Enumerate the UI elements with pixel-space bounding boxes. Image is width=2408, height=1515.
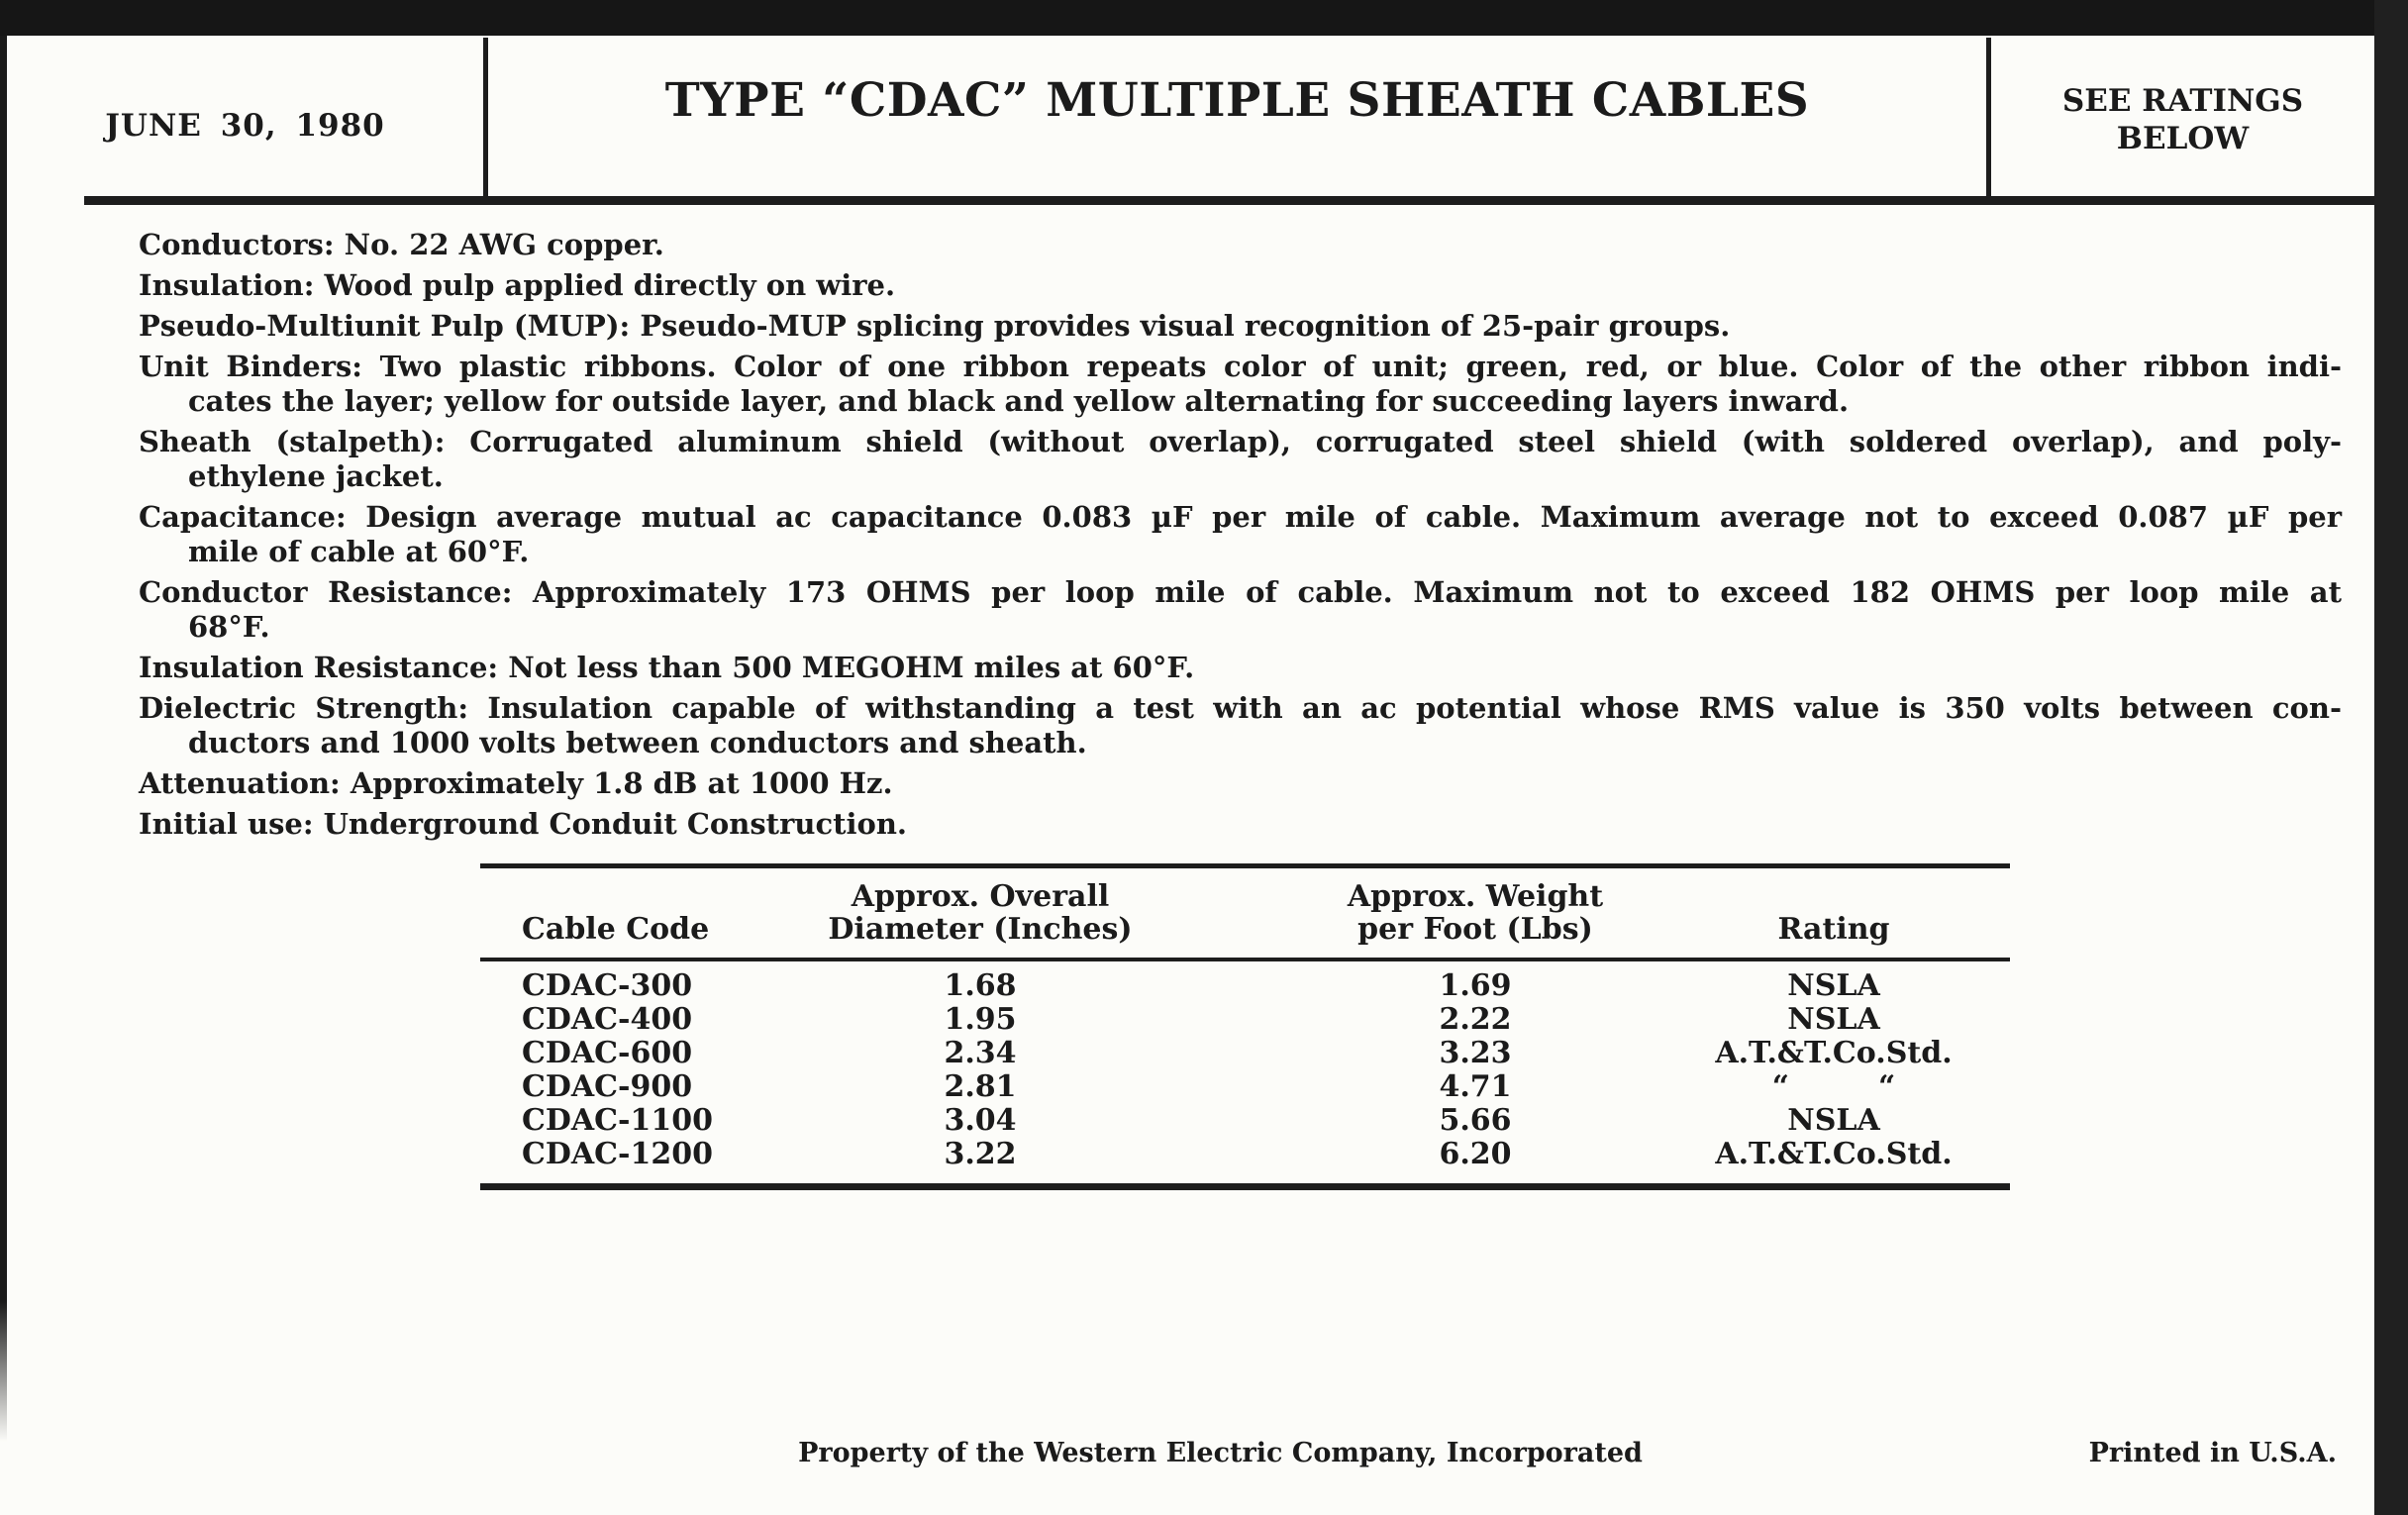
spec-line: Conductor Resistance: Approximately 173 OHMS per loop mile of cable. Maximum not to exceed 182 OHMS per loop mile at xyxy=(139,575,2342,609)
table-cell: 1.95 xyxy=(944,1002,1017,1037)
spec-line: Insulation Resistance: Not less than 500 MEGOHM miles at 60°F. xyxy=(139,651,1195,684)
table-cell: 6.20 xyxy=(1439,1137,1512,1171)
table-cell: 2.22 xyxy=(1439,1002,1512,1037)
table-cell: “ “ xyxy=(1771,1069,1896,1104)
table-row xyxy=(480,1003,2010,1037)
table-cell: A.T.&T.Co.Std. xyxy=(1715,1036,1953,1070)
scan-edge-left xyxy=(0,36,7,1442)
table-body xyxy=(480,961,2010,1190)
spec-line: Unit Binders: Two plastic ribbons. Color of one ribbon repeats color of unit; green, red, or blue. Color of the other ribbon indi- xyxy=(139,350,2342,383)
spec-paragraph xyxy=(139,651,2342,685)
spec-paragraph xyxy=(139,350,2342,419)
table-cell: NSLA xyxy=(1787,1002,1880,1037)
table-cell: NSLA xyxy=(1787,1103,1880,1138)
table-header-cell xyxy=(1657,913,2010,946)
spec-line: Attenuation: Approximately 1.8 dB at 1000 Hz. xyxy=(139,766,893,800)
table-header-line2: Rating xyxy=(1777,912,1890,947)
table-cell: CDAC-900 xyxy=(522,1069,693,1104)
header-divider-right xyxy=(1986,38,1991,196)
table-header-line2: Cable Code xyxy=(522,912,710,947)
table-header-row xyxy=(480,868,2010,961)
table-header-cell xyxy=(1293,880,1657,946)
table-cell: 3.04 xyxy=(944,1103,1017,1138)
table-header-line1: Approx. Overall xyxy=(851,879,1110,914)
table-cell: NSLA xyxy=(1787,968,1880,1003)
spec-paragraph xyxy=(139,268,2342,303)
spec-paragraph xyxy=(139,309,2342,344)
spec-line: Sheath (stalpeth): Corrugated aluminum shield (without overlap), corrugated steel shield (with soldered overlap), and poly- xyxy=(139,425,2342,458)
spec-paragraph xyxy=(139,575,2342,645)
spec-paragraph xyxy=(139,766,2342,801)
spec-line: Initial use: Underground Conduit Construction. xyxy=(139,807,908,841)
table-cell: 5.66 xyxy=(1439,1103,1512,1138)
table-cell: 4.71 xyxy=(1439,1069,1512,1104)
spec-line: 68°F. xyxy=(188,610,270,644)
table-row xyxy=(480,1104,2010,1138)
spec-line: cates the layer; yellow for outside layer, and black and yellow alternating for succeeding layers inward. xyxy=(188,384,1850,418)
table-row xyxy=(480,1070,2010,1104)
header-rule xyxy=(84,196,2374,205)
table-cell: CDAC-300 xyxy=(522,968,693,1003)
ratings-note-line1: SEE RATINGS xyxy=(2061,83,2304,119)
table-cell: CDAC-400 xyxy=(522,1002,693,1037)
spec-list xyxy=(139,228,2342,848)
table-header-line1: Approx. Weight xyxy=(1347,879,1604,914)
spec-paragraph xyxy=(139,228,2342,262)
table-cell: 1.69 xyxy=(1439,968,1512,1003)
table-cell: 1.68 xyxy=(944,968,1017,1003)
table-cell: A.T.&T.Co.Std. xyxy=(1715,1137,1953,1171)
spec-paragraph xyxy=(139,500,2342,569)
spec-line: Conductors: No. 22 AWG copper. xyxy=(139,228,664,261)
ratings-table xyxy=(480,863,2010,1190)
spec-line: Insulation: Wood pulp applied directly on wire. xyxy=(139,268,896,302)
ratings-note-line2: BELOW xyxy=(2116,121,2250,156)
table-row xyxy=(480,1138,2010,1171)
spec-paragraph xyxy=(139,807,2342,842)
spec-line: ductors and 1000 volts between conductors and sheath. xyxy=(188,726,1087,759)
table-cell: CDAC-1100 xyxy=(522,1103,713,1138)
spec-line: Dielectric Strength: Insulation capable of withstanding a test with an ac potential whose RMS value is 350 volts between con- xyxy=(139,691,2342,725)
spec-paragraph xyxy=(139,691,2342,760)
table-cell: 2.81 xyxy=(944,1069,1017,1104)
table-header-line2: Diameter (Inches) xyxy=(828,912,1133,947)
table-row xyxy=(480,969,2010,1003)
spec-line: mile of cable at 60°F. xyxy=(188,535,530,568)
ratings-note xyxy=(1991,36,2374,196)
footer-property: Property of the Western Electric Company, Incorporated xyxy=(798,1438,1643,1468)
header-divider-left xyxy=(483,38,488,196)
table-cell: 2.34 xyxy=(944,1036,1017,1070)
spec-paragraph xyxy=(139,425,2342,494)
table-header-cell xyxy=(667,880,1293,946)
table-row xyxy=(480,1037,2010,1070)
spec-line: Pseudo-Multiunit Pulp (MUP): Pseudo-MUP splicing provides visual recognition of 25-pair groups. xyxy=(139,309,1731,343)
table-cell: CDAC-600 xyxy=(522,1036,693,1070)
spec-line: Capacitance: Design average mutual ac capacitance 0.083 µF per mile of cable. Maximum average not to exceed 0.087 µF per xyxy=(139,500,2342,534)
scan-edge-right xyxy=(2374,0,2408,1515)
page-title: TYPE “CDAC” MULTIPLE SHEATH CABLES xyxy=(664,72,1810,128)
footer-printed: Printed in U.S.A. xyxy=(2088,1438,2337,1468)
table-cell: 3.23 xyxy=(1439,1036,1512,1070)
spec-line: ethylene jacket. xyxy=(188,459,444,493)
table-header-line2: per Foot (Lbs) xyxy=(1357,912,1593,947)
issue-date: JUNE 30, 1980 xyxy=(105,108,385,144)
table-header-cell xyxy=(480,912,710,947)
table-cell: 3.22 xyxy=(944,1137,1017,1171)
scan-edge-top xyxy=(0,0,2408,36)
table-cell: CDAC-1200 xyxy=(522,1137,713,1171)
